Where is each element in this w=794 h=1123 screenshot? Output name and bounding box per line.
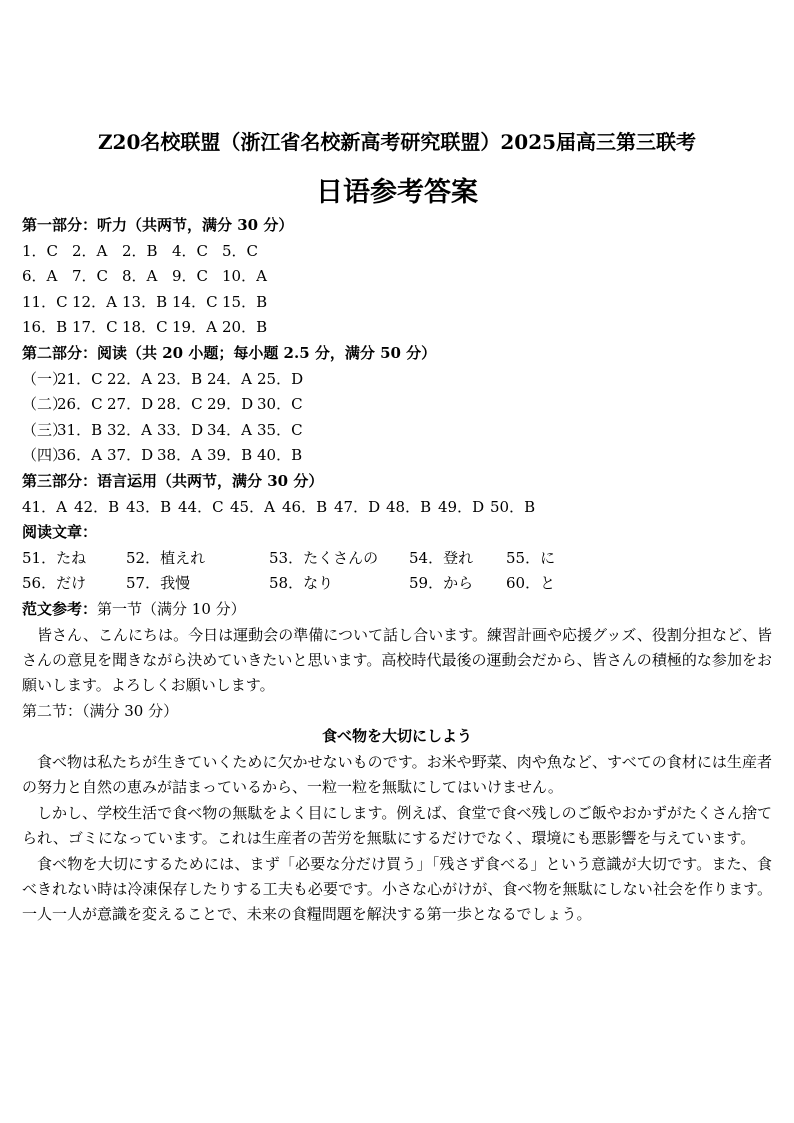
answer-item: 17．C: [72, 318, 118, 337]
essay-paragraph: 食べ物は私たちが生きていくために欠かせないものです。お米や野菜、肉や魚など、すべての食材には生産者の努力と自然の恵みが詰まっているから、一粒一粒を無駄にしてはいけません。: [22, 752, 772, 797]
answer-item: 32．A: [107, 420, 152, 439]
answer-item: 45．A: [230, 497, 275, 516]
answer-item: 34．A: [207, 420, 252, 439]
answer-item: 22．A: [107, 369, 152, 388]
answer-item: 30．C: [257, 395, 303, 414]
word-answer: 54．登れ: [409, 548, 474, 567]
answer-item: 8．A: [122, 267, 158, 286]
answer-item: 2．B: [122, 241, 158, 260]
part1-row-1: [22, 239, 772, 265]
word-answer: 57．我慢: [126, 574, 191, 593]
answer-item: 19．A: [172, 318, 217, 337]
word-answer: 52．植えれ: [126, 548, 206, 567]
answer-item: 12．A: [72, 292, 117, 311]
part1-row-4: [22, 315, 772, 341]
part1-row-2: [22, 264, 772, 290]
part3-answers-row: [22, 495, 772, 521]
answer-item: 44．C: [178, 497, 224, 516]
answer-item: 31．B: [57, 420, 103, 439]
writing-heading: [22, 597, 772, 623]
reading-heading: 阅读文章：: [22, 523, 98, 542]
writing-label: 范文参考：: [22, 599, 98, 618]
essay-paragraph: しかし、学校生活で食べ物の無駄をよく目にします。例えば、食堂で食べ残しのご飯やおかずがたくさん捨てられ、ゴミになっています。これは生産者の苦労を無駄にするだけでなく、環境にも悪影響を与えています。: [22, 803, 772, 848]
section1-text: 皆さん、こんにちは。今日は運動会の準備について話し合います。練習計画や応援グッズ、役割分担など、皆さんの意見を聞きながら決めていきたいと思います。高校時代最後の運動会だから、皆さんの積極的な参加をお願いします。よろしくお願いします。: [22, 625, 772, 695]
word-answer: 51．たね: [22, 548, 87, 567]
answer-item: 23．B: [157, 369, 203, 388]
answer-item: 41．A: [22, 497, 67, 516]
answer-item: 13．B: [122, 292, 168, 311]
word-row-1: [22, 546, 772, 572]
answer-item: 47．D: [334, 497, 381, 516]
answer-item: 43．B: [126, 497, 172, 516]
answer-item: 24．A: [207, 369, 252, 388]
answer-content: [22, 213, 772, 928]
section-label: （一）: [22, 369, 68, 388]
answer-item: 15．B: [222, 292, 268, 311]
answer-item: 38．A: [157, 446, 202, 465]
section-label: （三）: [22, 420, 68, 439]
part1-heading: 第一部分：听力（共两节，满分 30 分）: [22, 216, 294, 234]
answer-item: 29．D: [207, 395, 254, 414]
answer-item: 21．C: [57, 369, 103, 388]
answer-item: 42．B: [74, 497, 120, 516]
answer-item: 28．C: [157, 395, 203, 414]
answer-item: 18．C: [122, 318, 168, 337]
word-answer: 53．たくさんの: [269, 548, 379, 567]
answer-item: 39．B: [207, 446, 253, 465]
part2-section-2: [22, 392, 772, 418]
part2-section-4: [22, 443, 772, 469]
answer-item: 14．C: [172, 292, 218, 311]
essay-title: 食べ物を大切にしよう: [321, 727, 472, 746]
part2-heading: 第二部分：阅读（共 20 小题；每小题 2.5 分，满分 50 分）: [22, 343, 437, 362]
answer-item: 36．A: [57, 446, 102, 465]
answer-item: 33．D: [157, 420, 204, 439]
answer-item: 1．C: [22, 241, 59, 260]
answer-item: 27．D: [107, 395, 154, 414]
part3-heading: 第三部分：语言运用（共两节，满分 30 分）: [22, 471, 324, 490]
answer-item: 4．C: [172, 241, 209, 260]
answer-item: 7．C: [72, 267, 109, 286]
answer-item: 49．D: [438, 497, 485, 516]
word-answer: 58．なり: [269, 574, 334, 593]
answer-item: 48．B: [386, 497, 432, 516]
answer-item: 9．C: [172, 267, 209, 286]
section2-heading: 第二节：（满分 30 分）: [22, 701, 179, 720]
answer-item: 37．D: [107, 446, 154, 465]
answer-item: 5．C: [222, 241, 259, 260]
answer-item: 20．B: [222, 318, 268, 337]
essay-paragraph: 食べ物を大切にするためには、まず「必要な分だけ買う」「残さず食べる」という意識が大切です。また、食べきれない時は冷凍保存したりする工夫も必要です。小さな心がけが、食べ物を無駄にしない社会を作ります。一人一人が意識を変えることで、未来の食糧問題を解決する第一歩となるでしょう。: [22, 854, 772, 924]
word-answer: 55．に: [506, 548, 556, 567]
answer-item: 2．A: [72, 241, 108, 260]
word-row-2: [22, 571, 772, 597]
section-label: （二）: [22, 395, 68, 414]
answer-item: 50．B: [490, 497, 536, 516]
part2-section-3: [22, 418, 772, 444]
answer-item: 26．C: [57, 395, 103, 414]
answer-item: 25．D: [257, 369, 304, 388]
answer-item: 10．A: [222, 267, 267, 286]
section1-title: 第一节（满分 10 分）: [97, 599, 246, 618]
word-answer: 60．と: [506, 574, 556, 593]
document-title: 日语参考答案: [316, 177, 478, 208]
answer-item: 46．B: [282, 497, 328, 516]
section-label: （四）: [22, 446, 68, 465]
part1-row-3: [22, 290, 772, 316]
answer-item: 16．B: [22, 318, 68, 337]
answer-item: 6．A: [22, 267, 58, 286]
answer-item: 11．C: [22, 292, 68, 311]
answer-item: 35．C: [257, 420, 303, 439]
part2-section-1: [22, 367, 772, 393]
exam-title: Z20名校联盟（浙江省名校新高考研究联盟）2025届高三第三联考: [97, 130, 697, 154]
word-answer: 56．だけ: [22, 574, 87, 593]
answer-item: 40．B: [257, 446, 303, 465]
word-answer: 59．から: [409, 574, 474, 593]
